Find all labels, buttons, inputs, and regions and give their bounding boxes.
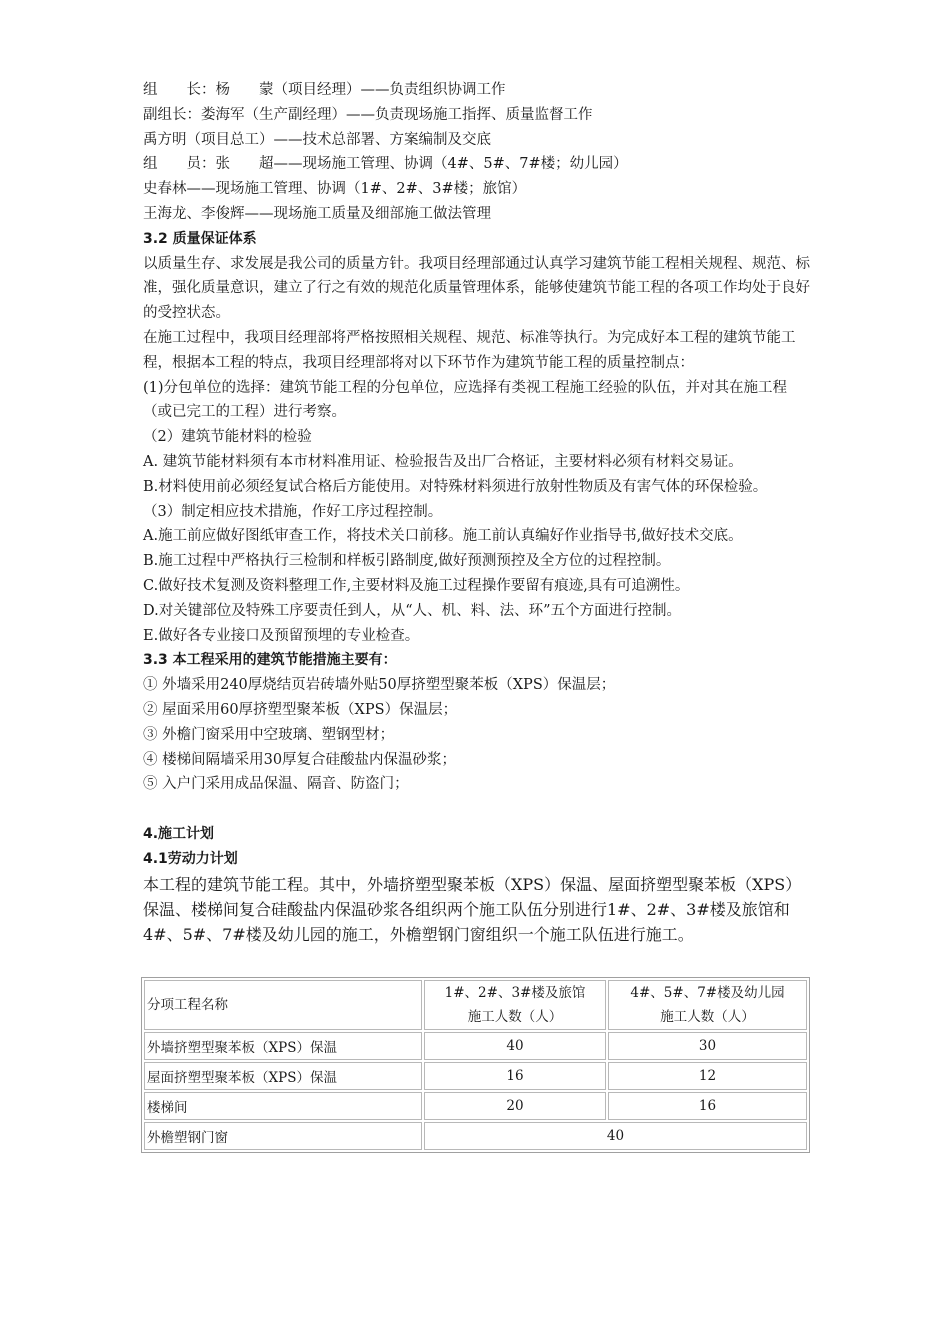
cell-value: 30 — [608, 1032, 807, 1060]
header-line: 4#、5#、7#楼及幼儿园 — [630, 985, 785, 1001]
header-line: 1#、2#、3#楼及旅馆 — [444, 985, 586, 1001]
header-cell — [424, 980, 606, 1030]
list-item: B.施工过程中严格执行三检制和样板引路制度,做好预测预控及全方位的过程控制。 — [143, 553, 671, 570]
org-line: 组 员：张 超——现场施工管理、协调（4#、5#、7#楼；幼儿园） — [143, 156, 628, 173]
cell-value: 16 — [608, 1092, 807, 1120]
section-heading-3-2: 3.2 质量保证体系 — [143, 230, 257, 247]
cell-name: 外檐塑钢门窗 — [144, 1122, 422, 1150]
cell-value: 40 — [424, 1122, 807, 1150]
cell-value: 12 — [608, 1062, 807, 1090]
list-item: C.做好技术复测及资料整理工作,主要材料及施工过程操作要留有痕迹,具有可追溯性。 — [143, 577, 690, 594]
header-cell: 分项工程名称 — [144, 980, 422, 1030]
header-cell — [608, 980, 807, 1030]
org-line: 组 长：杨 蒙（项目经理）——负责组织协调工作 — [143, 82, 506, 98]
subheading: （2）建筑节能材料的检验 — [143, 429, 312, 446]
section-heading-4: 4.施工计划 — [143, 825, 215, 842]
list-item: ① 外墙采用240厚烧结页岩砖墙外贴50厚挤塑型聚苯板（XPS）保温层； — [143, 677, 616, 694]
org-line: 副组长：娄海军（生产副经理）——负责现场施工指挥、质量监督工作 — [143, 106, 593, 123]
list-item: ⑤ 入户门采用成品保温、隔音、防盗门； — [143, 776, 409, 793]
list-item: A.施工前应做好图纸审查工作，将技术关口前移。施工前认真编好作业指导书,做好技术交底。 — [143, 528, 743, 545]
header-line: 施工人数（人） — [660, 1009, 755, 1025]
subheading: （3）制定相应技术措施，作好工序过程控制。 — [143, 503, 443, 520]
list-item: ④ 楼梯间隔墙采用30厚复合硅酸盐内保温砂浆； — [143, 751, 457, 768]
list-item: ② 屋面采用60厚挤塑型聚苯板（XPS）保温层； — [143, 701, 458, 718]
document-body — [143, 78, 813, 944]
cell-value: 20 — [424, 1092, 606, 1120]
list-item: A. 建筑节能材料须有本市材料准用证、检验报告及出厂合格证，主要材料必须有材料交易证。 — [143, 453, 743, 470]
paragraph: 本工程的建筑节能工程。其中，外墙挤塑型聚苯板（XPS）保温、屋面挤塑型聚苯板（XPS）保温、楼梯间复合硅酸盐内保温砂浆各组织两个施工队伍分别进行1#、2#、3#楼及旅馆和4#、5#、7#楼及幼儿园的施工，外檐塑钢门窗组织一个施工队伍进行施工。 — [143, 874, 802, 944]
org-line: 禹方明（项目总工）——技术总部署、方案编制及交底 — [143, 131, 491, 148]
section-heading-4-1: 4.1劳动力计划 — [143, 850, 238, 867]
org-line: 王海龙、李俊辉——现场施工质量及细部施工做法管理 — [143, 205, 491, 222]
section-heading-3-3: 3.3 本工程采用的建筑节能措施主要有： — [143, 652, 397, 669]
labor-table — [141, 977, 810, 1153]
paragraph: (1)分包单位的选择：建筑节能工程的分包单位，应选择有类视工程施工经验的队伍，并对其在施工程（或已完工的工程）进行考察。 — [143, 379, 788, 421]
list-item: ③ 外檐门窗采用中空玻璃、塑钢型材； — [143, 726, 395, 743]
header-line: 施工人数（人） — [467, 1009, 563, 1025]
table-row — [144, 1092, 807, 1120]
list-item: E.做好各专业接口及预留预埋的专业检查。 — [143, 627, 420, 644]
table-row — [144, 1062, 807, 1090]
paragraph: 在施工过程中，我项目经理部将严格按照相关规程、规范、标准等执行。为完成好本工程的建筑节能工程，根据本工程的特点，我项目经理部将对以下环节作为建筑节能工程的质量控制点： — [143, 329, 796, 371]
cell-name: 楼梯间 — [144, 1092, 422, 1120]
table-header-row — [144, 980, 807, 1030]
cell-value: 40 — [424, 1032, 606, 1060]
table-row — [144, 1032, 807, 1060]
list-item: D.对关键部位及特殊工序要责任到人，从“人、机、料、法、环”五个方面进行控制。 — [143, 602, 682, 619]
cell-value: 16 — [424, 1062, 606, 1090]
list-item: B.材料使用前必须经复试合格后方能使用。对特殊材料须进行放射性物质及有害气体的环保检验。 — [143, 478, 768, 495]
cell-name: 屋面挤塑型聚苯板（XPS）保温 — [144, 1062, 422, 1090]
paragraph: 以质量生存、求发展是我公司的质量方针。我项目经理部通过认真学习建筑节能工程相关规程、规范、标准，强化质量意识，建立了行之有效的规范化质量管理体系，能够使建筑节能工程的各项工作均处于良好的受控状态。 — [143, 255, 810, 322]
table-row — [144, 1122, 807, 1150]
cell-name: 外墙挤塑型聚苯板（XPS）保温 — [144, 1032, 422, 1060]
org-line: 史春林——现场施工管理、协调（1#、2#、3#楼；旅馆） — [143, 181, 527, 198]
